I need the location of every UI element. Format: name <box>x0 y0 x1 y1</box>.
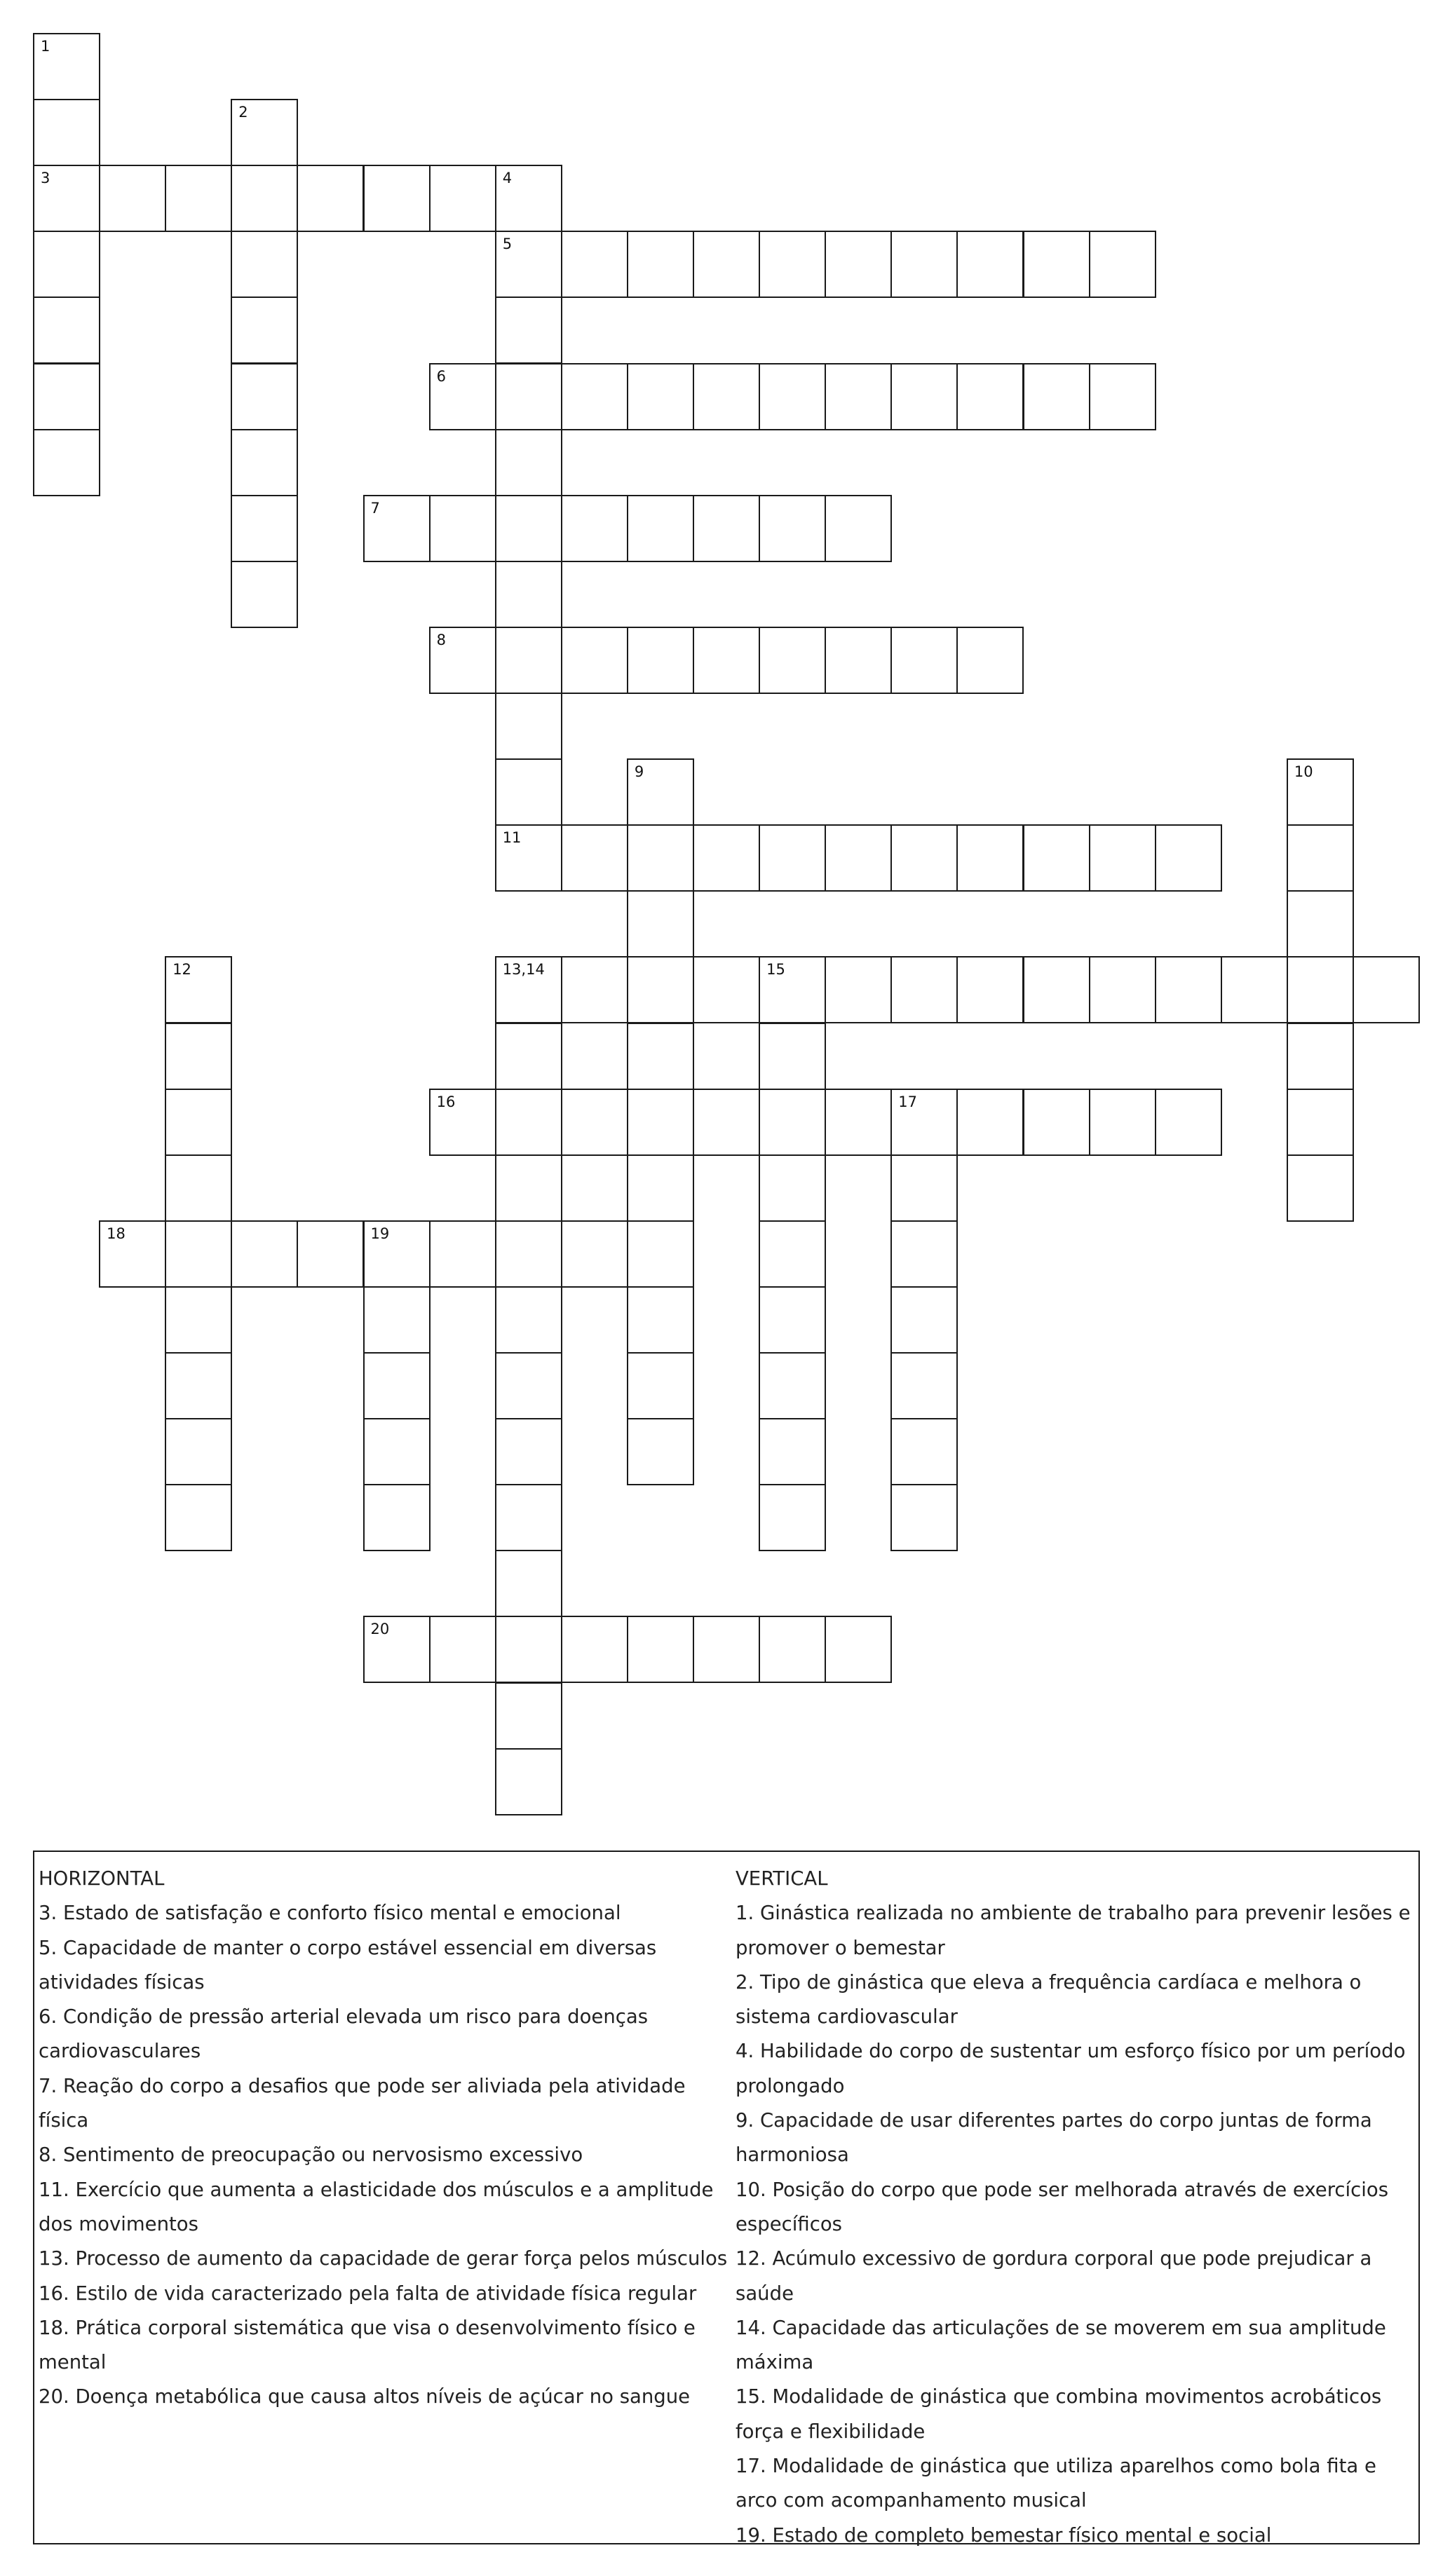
grid-cell[interactable] <box>759 1154 826 1222</box>
grid-cell[interactable] <box>297 1220 364 1288</box>
grid-cell[interactable] <box>495 1418 562 1485</box>
grid-cell[interactable] <box>495 561 562 628</box>
grid-cell[interactable] <box>99 165 166 232</box>
grid-cell[interactable] <box>33 297 100 364</box>
grid-cell[interactable] <box>495 165 562 232</box>
clue-v-17: 17. Modalidade de ginástica que utiliza aparelhos como bola fita e arco com acompanhamento musical <box>736 2455 1376 2512</box>
clue-number: 8 <box>436 631 446 648</box>
grid-cell[interactable] <box>495 1286 562 1354</box>
grid-cell[interactable] <box>495 1089 562 1156</box>
grid-cell[interactable] <box>495 627 562 694</box>
clue-v-10: 10. Posição do corpo que pode ser melhorada através de exercícios específicos <box>736 2178 1389 2235</box>
grid-cell[interactable] <box>627 758 694 826</box>
clue-number: 17 <box>898 1093 918 1110</box>
grid-cell[interactable] <box>1155 956 1222 1023</box>
grid-cell[interactable] <box>627 495 694 562</box>
grid-cell[interactable] <box>627 231 694 298</box>
grid-cell[interactable] <box>165 1220 232 1288</box>
grid-cell[interactable] <box>1089 231 1156 298</box>
clue-v-19: 19. Estado de completo bemestar físico mental e social <box>736 2523 1272 2547</box>
clue-h-16: 16. Estilo de vida caracterizado pela falta de atividade física regular <box>39 2282 697 2305</box>
grid-cell[interactable] <box>759 363 826 430</box>
grid-cell[interactable] <box>231 561 298 628</box>
clue-number: 11 <box>502 829 522 847</box>
grid-cell[interactable] <box>561 627 628 694</box>
clue-number: 18 <box>107 1225 126 1242</box>
grid-cell[interactable] <box>495 1682 562 1750</box>
grid-cell[interactable] <box>759 824 826 892</box>
grid-cell[interactable] <box>429 1089 496 1156</box>
grid-cell[interactable] <box>759 1418 826 1485</box>
clue-number: 12 <box>172 961 191 979</box>
grid-cell[interactable] <box>825 956 892 1023</box>
grid-cell[interactable] <box>165 956 232 1023</box>
grid-cell[interactable] <box>561 363 628 430</box>
clue-number: 15 <box>766 961 785 979</box>
grid-cell[interactable] <box>627 1352 694 1419</box>
grid-cell[interactable] <box>165 1418 232 1485</box>
grid-cell[interactable] <box>627 1220 694 1288</box>
grid-cell[interactable] <box>231 1220 298 1288</box>
grid-cell[interactable] <box>1221 956 1288 1023</box>
grid-cell[interactable] <box>890 1286 958 1354</box>
grid-cell[interactable] <box>759 231 826 298</box>
grid-cell[interactable] <box>890 1154 958 1222</box>
grid-cell[interactable] <box>627 1089 694 1156</box>
grid-cell[interactable] <box>429 1220 496 1288</box>
grid-cell[interactable] <box>693 1089 760 1156</box>
grid-cell[interactable] <box>231 165 298 232</box>
grid-cell[interactable] <box>956 956 1024 1023</box>
grid-cell[interactable] <box>956 363 1024 430</box>
clue-h-20: 20. Doença metabólica que causa altos níveis de açúcar no sangue <box>39 2385 691 2408</box>
clue-h-7: 7. Reação do corpo a desafios que pode ser aliviada pela atividade física <box>39 2074 686 2132</box>
clue-number: 1 <box>41 38 50 55</box>
grid-cell[interactable] <box>561 1089 628 1156</box>
grid-cell[interactable] <box>890 1089 958 1156</box>
grid-cell[interactable] <box>165 165 232 232</box>
clue-v-15: 15. Modalidade de ginástica que combina movimentos acrobáticos força e flexibilidade <box>736 2385 1382 2443</box>
grid-cell[interactable] <box>495 231 562 298</box>
clue-h-3: 3. Estado de satisfação e conforto físico mental e emocional <box>39 1902 621 1925</box>
clue-h-8: 8. Sentimento de preocupação ou nervosismo excessivo <box>39 2144 583 2167</box>
grid-cell[interactable] <box>693 363 760 430</box>
clue-h-6: 6. Condição de pressão arterial elevada um risco para doenças cardiovasculares <box>39 2005 649 2063</box>
grid-cell[interactable] <box>495 824 562 892</box>
grid-cell[interactable] <box>825 363 892 430</box>
grid-cell[interactable] <box>495 429 562 496</box>
grid-cell[interactable] <box>165 1286 232 1354</box>
vertical-clues <box>736 1862 1416 2553</box>
grid-cell[interactable] <box>759 1023 826 1090</box>
grid-cell[interactable] <box>890 363 958 430</box>
grid-cell[interactable] <box>825 1616 892 1683</box>
grid-cell[interactable] <box>693 627 760 694</box>
clue-v-1: 1. Ginástica realizada no ambiente de trabalho para prevenir lesões e promover o bemestar <box>736 1902 1411 1959</box>
grid-cell[interactable] <box>627 1286 694 1354</box>
grid-cell[interactable] <box>627 890 694 958</box>
horizontal-title: HORIZONTAL <box>39 1867 165 1890</box>
grid-cell[interactable] <box>363 1352 431 1419</box>
grid-cell[interactable] <box>495 956 562 1023</box>
grid-cell[interactable] <box>495 363 562 430</box>
grid-cell[interactable] <box>495 1484 562 1551</box>
clue-number: 20 <box>370 1621 390 1638</box>
grid-cell[interactable] <box>956 627 1024 694</box>
grid-cell[interactable] <box>1089 363 1156 430</box>
grid-cell[interactable] <box>1023 824 1090 892</box>
grid-cell[interactable] <box>890 1352 958 1419</box>
grid-cell[interactable] <box>825 824 892 892</box>
grid-cell[interactable] <box>165 1154 232 1222</box>
grid-cell[interactable] <box>99 1220 166 1288</box>
grid-cell[interactable] <box>1089 1089 1156 1156</box>
clue-v-4: 4. Habilidade do corpo de sustentar um esforço físico por um período prolongado <box>736 2040 1406 2097</box>
grid-cell[interactable] <box>33 231 100 298</box>
grid-cell[interactable] <box>495 297 562 364</box>
grid-cell[interactable] <box>1287 890 1354 958</box>
grid-cell[interactable] <box>1287 1154 1354 1222</box>
grid-cell[interactable] <box>561 956 628 1023</box>
grid-cell[interactable] <box>1287 758 1354 826</box>
grid-cell[interactable] <box>231 429 298 496</box>
grid-cell[interactable] <box>759 627 826 694</box>
clue-number: 9 <box>634 763 644 781</box>
grid-cell[interactable] <box>627 1418 694 1485</box>
grid-cell[interactable] <box>33 429 100 496</box>
grid-cell[interactable] <box>561 1616 628 1683</box>
grid-cell[interactable] <box>693 824 760 892</box>
grid-cell[interactable] <box>759 1616 826 1683</box>
grid-cell[interactable] <box>890 824 958 892</box>
grid-cell[interactable] <box>759 1220 826 1288</box>
clue-number: 16 <box>436 1093 456 1110</box>
grid-cell[interactable] <box>363 165 431 232</box>
clue-v-12: 12. Acúmulo excessivo de gordura corporal que pode prejudicar a saúde <box>736 2247 1372 2305</box>
grid-cell[interactable] <box>627 824 694 892</box>
grid-cell[interactable] <box>956 231 1024 298</box>
grid-cell[interactable] <box>1353 956 1420 1023</box>
grid-cell[interactable] <box>363 495 431 562</box>
grid-cell[interactable] <box>890 1484 958 1551</box>
clue-number: 5 <box>502 236 513 253</box>
grid-cell[interactable] <box>231 495 298 562</box>
clue-v-9: 9. Capacidade de usar diferentes partes do corpo juntas de forma harmoniosa <box>736 2109 1372 2167</box>
grid-cell[interactable] <box>363 1286 431 1354</box>
grid-cell[interactable] <box>495 1748 562 1815</box>
grid-cell[interactable] <box>33 33 100 100</box>
grid-cell[interactable] <box>1023 1089 1090 1156</box>
grid-cell[interactable] <box>825 1089 892 1156</box>
clue-number: 19 <box>370 1225 390 1242</box>
grid-cell[interactable] <box>825 231 892 298</box>
grid-cell[interactable] <box>165 1023 232 1090</box>
vertical-title: VERTICAL <box>736 1867 828 1890</box>
clue-h-5: 5. Capacidade de manter o corpo estável essencial em diversas atividades físicas <box>39 1936 657 1994</box>
clue-v-14: 14. Capacidade das articulações de se moverem em sua amplitude máxima <box>736 2316 1386 2374</box>
grid-cell[interactable] <box>1023 363 1090 430</box>
grid-cell[interactable] <box>165 1484 232 1551</box>
clue-number: 7 <box>370 499 380 517</box>
clue-number: 6 <box>436 367 446 385</box>
grid-cell[interactable] <box>297 165 364 232</box>
grid-cell[interactable] <box>1089 824 1156 892</box>
grid-cell[interactable] <box>956 824 1024 892</box>
grid-cell[interactable] <box>495 1154 562 1222</box>
clue-h-18: 18. Prática corporal sistemática que visa o desenvolvimento físico e mental <box>39 2316 696 2374</box>
grid-cell[interactable] <box>759 1286 826 1354</box>
grid-cell[interactable] <box>627 1154 694 1222</box>
grid-cell[interactable] <box>495 1550 562 1617</box>
grid-cell[interactable] <box>890 956 958 1023</box>
grid-cell[interactable] <box>825 627 892 694</box>
clue-number: 2 <box>238 104 248 121</box>
grid-cell[interactable] <box>165 1089 232 1156</box>
grid-cell[interactable] <box>890 1220 958 1288</box>
grid-cell[interactable] <box>890 627 958 694</box>
grid-cell[interactable] <box>33 363 100 430</box>
clue-number: 13,14 <box>502 961 545 979</box>
grid-cell[interactable] <box>627 627 694 694</box>
grid-cell[interactable] <box>429 165 496 232</box>
grid-cell[interactable] <box>495 1220 562 1288</box>
grid-cell[interactable] <box>956 1089 1024 1156</box>
grid-cell[interactable] <box>495 758 562 826</box>
grid-cell[interactable] <box>231 99 298 166</box>
grid-cell[interactable] <box>759 1352 826 1419</box>
clue-number: 4 <box>502 170 513 187</box>
grid-cell[interactable] <box>1023 231 1090 298</box>
grid-cell[interactable] <box>363 1616 431 1683</box>
grid-cell[interactable] <box>627 363 694 430</box>
clues-box <box>33 1851 1420 2547</box>
grid-cell[interactable] <box>429 1616 496 1683</box>
grid-cell[interactable] <box>627 1616 694 1683</box>
grid-cell[interactable] <box>561 231 628 298</box>
grid-cell[interactable] <box>693 1616 760 1683</box>
grid-cell[interactable] <box>165 1352 232 1419</box>
grid-cell[interactable] <box>825 495 892 562</box>
grid-cell[interactable] <box>1287 824 1354 892</box>
grid-cell[interactable] <box>495 1352 562 1419</box>
grid-cell[interactable] <box>1023 956 1090 1023</box>
clue-number: 10 <box>1294 763 1313 781</box>
grid-cell[interactable] <box>1089 956 1156 1023</box>
grid-cell[interactable] <box>759 956 826 1023</box>
grid-cell[interactable] <box>231 297 298 364</box>
grid-cell[interactable] <box>429 495 496 562</box>
clue-h-13: 13. Processo de aumento da capacidade de gerar força pelos músculos <box>39 2247 728 2270</box>
grid-cell[interactable] <box>495 495 562 562</box>
grid-cell[interactable] <box>561 824 628 892</box>
grid-cell[interactable] <box>759 495 826 562</box>
grid-cell[interactable] <box>33 99 100 166</box>
grid-cell[interactable] <box>495 693 562 760</box>
grid-cell[interactable] <box>1155 824 1222 892</box>
grid-cell[interactable] <box>693 495 760 562</box>
grid-cell[interactable] <box>1287 1023 1354 1090</box>
clue-v-2: 2. Tipo de ginástica que eleva a frequência cardíaca e melhora o sistema cardiovascular <box>736 1970 1362 2029</box>
grid-cell[interactable] <box>693 231 760 298</box>
horizontal-clues <box>39 1862 733 2415</box>
grid-cell[interactable] <box>231 231 298 298</box>
clue-number: 3 <box>41 170 50 187</box>
grid-cell[interactable] <box>1287 956 1354 1023</box>
grid-cell[interactable] <box>1287 1089 1354 1156</box>
grid-cell[interactable] <box>363 1418 431 1485</box>
grid-cell[interactable] <box>561 1220 628 1288</box>
grid-cell[interactable] <box>429 627 496 694</box>
grid-cell[interactable] <box>429 363 496 430</box>
grid-cell[interactable] <box>627 956 694 1023</box>
grid-cell[interactable] <box>890 1418 958 1485</box>
clue-h-11: 11. Exercício que aumenta a elasticidade dos músculos e a amplitude dos movimentos <box>39 2178 714 2235</box>
grid-cell[interactable] <box>363 1220 431 1288</box>
grid-cell[interactable] <box>627 1023 694 1090</box>
grid-cell[interactable] <box>495 1023 562 1090</box>
grid-cell[interactable] <box>33 165 100 232</box>
grid-cell[interactable] <box>890 231 958 298</box>
grid-cell[interactable] <box>693 956 760 1023</box>
grid-cell[interactable] <box>231 363 298 430</box>
grid-cell[interactable] <box>363 1484 431 1551</box>
grid-cell[interactable] <box>495 1616 562 1683</box>
grid-cell[interactable] <box>759 1484 826 1551</box>
grid-cell[interactable] <box>561 495 628 562</box>
grid-cell[interactable] <box>759 1089 826 1156</box>
grid-cell[interactable] <box>1155 1089 1222 1156</box>
